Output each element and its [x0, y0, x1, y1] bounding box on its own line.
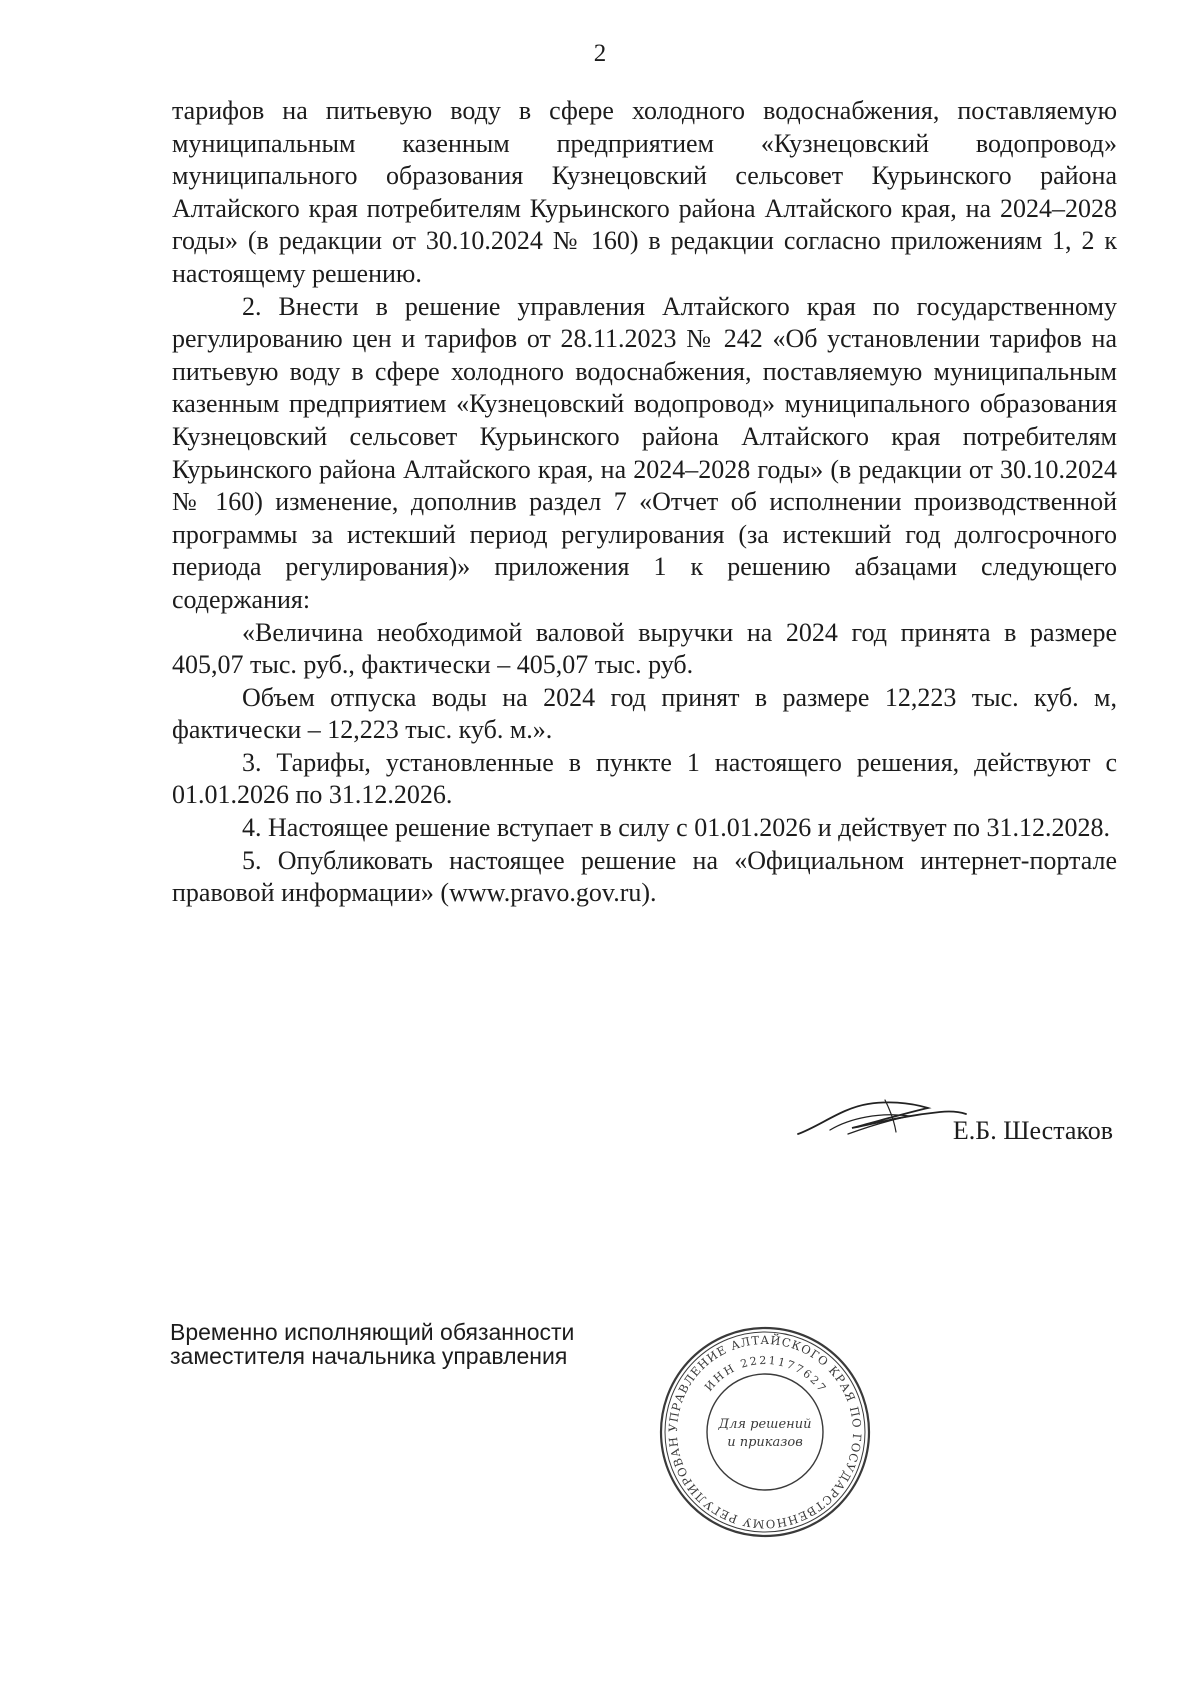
paragraph-item-5: 5. Опубликовать настоящее решение на «Официальном интернет-портале правовой информации» (www.pravo.gov.ru).	[172, 845, 1117, 908]
stamp-outer-text: УПРАВЛЕНИЕ АЛТАЙСКОГО КРАЯ ПО ГОСУДАРСТВЕННОМУ РЕГУЛИРОВАН	[665, 1332, 865, 1532]
stamp-inner-line-2: и приказов	[727, 1435, 803, 1450]
paragraph-revenue: «Величина необходимой валовой выручки на 2024 год принята в размере 405,07 тыс. руб., фактически – 405,07 тыс. руб.	[172, 617, 1117, 680]
paragraph-item-4: 4. Настоящее решение вступает в силу с 01.01.2026 и действует по 31.12.2028.	[242, 813, 1111, 843]
page-number: 2	[593, 40, 607, 67]
official-stamp	[655, 1322, 875, 1542]
stamp-inner-line-1: Для решений	[718, 1417, 812, 1432]
document-body	[172, 95, 1117, 910]
paragraph-item-3: 3. Тарифы, установленные в пункте 1 настоящего решения, действуют с 01.01.2026 по 31.12.2026.	[172, 747, 1117, 810]
paragraph-continuation: тарифов на питьевую воду в сфере холодного водоснабжения, поставляемую муниципальным казенным предприятием «Кузнецовский водопровод» муниципального образования Кузнецовский сельсовет Курьинского района Алтайского края потребителям Курьинского района Алтайского края, на 2024–2028 годы» (в редакции от 30.10.2024 № 160) в редакции согласно приложениям 1, 2 к настоящему решению.	[172, 96, 1117, 288]
signer-title	[170, 1320, 574, 1368]
paragraph-water-volume: Объем отпуска воды на 2024 год принят в размере 12,223 тыс. куб. м, фактически – 12,223 тыс. куб. м.».	[172, 682, 1117, 745]
stamp-graphic	[655, 1322, 875, 1542]
signer-title-line-1: Временно исполняющий обязанности	[170, 1319, 575, 1345]
signer-name: Е.Б. Шестаков	[952, 1116, 1113, 1145]
stamp-inn-text: ИНН 2221177627	[702, 1353, 830, 1396]
svg-text:ИНН 2221177627	[702, 1354, 829, 1396]
signer-title-line-2: заместителя начальника управления	[170, 1343, 568, 1369]
paragraph-item-2: 2. Внести в решение управления Алтайского края по государственному регулированию цен и тарифов от 28.11.2023 № 242 «Об установлении тарифов на питьевую воду в сфере холодного водоснабжения, поставляемую муниципальным казенным предприятием «Кузнецовский водопровод» муниципального образования Кузнецовский сельсовет Курьинского района Алтайского края потребителям Курьинского района Алтайского края, на 2024–2028 годы» (в редакции от 30.10.2024 № 160) изменение, дополнив раздел 7 «Отчет об исполнении производственной программы за истекший период регулирования (за истекший год долгосрочного периода регулирования)» приложения 1 к решению абзацами следующего содержания:	[172, 291, 1117, 614]
